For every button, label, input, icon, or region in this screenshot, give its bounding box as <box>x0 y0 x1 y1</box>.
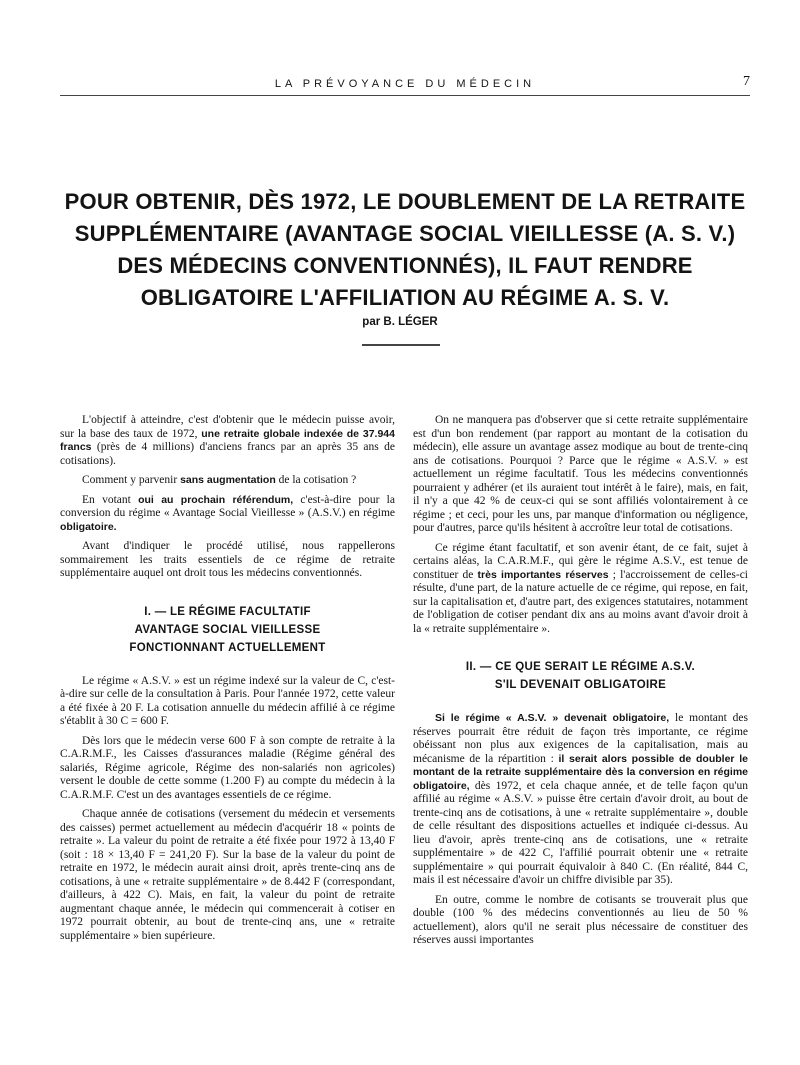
section-2-paragraph-2: En outre, comme le nombre de cotisants se trouverait plus que double (100 % des médecins conventionnés au lieu de 50 % actuellement), alors qu'il ne serait plus nécessaire de constituer des réserves aussi importantes <box>413 893 748 946</box>
section-1-paragraph-3: Chaque année de cotisations (versement du médecin et versements des caisses) permet actuellement au médecin d'acquérir 18 « points de retraite ». La valeur du point de retraite a été fixée pour 1972 à 13,40 F (soit : 18 × 13,40 F = 241,20 F). Sur la base de la valeur du point de retraite en 1972, le médecin aurait ainsi droit, après trente-cinq ans de cotisations, à une « retraite supplémentaire » de 8.442 F (correspondant, d'ailleurs, à 422 C). Mais, en fait, la valeur du point de retraite augmentant chaque année, le médecin qui commencerait à cotiser en 1972 pourrait obtenir, au bout de trente-cinq ans, une « retraite supplémentaire » bien supérieure. <box>60 808 395 942</box>
section-1-paragraph-2: Dès lors que le médecin verse 600 F à son compte de retraite à la C.A.R.M.F., les Caisses d'assurances maladie (Régime général des salariés, Régime agricole, Régime des non-salariés non agricoles) versent le double de cette somme (1.200 F) au compte du médecin à la C.A.R.M.F. C'est un des avantages essentiels de ce régime. <box>60 734 395 801</box>
page-number: 7 <box>743 74 750 89</box>
running-head-title: LA PRÉVOYANCE DU MÉDECIN <box>274 78 536 90</box>
section-1-heading <box>60 603 395 657</box>
section-1-heading-line: FONCTIONNANT ACTUELLEMENT <box>129 641 326 654</box>
section-1-heading-line: AVANTAGE SOCIAL VIEILLESSE <box>134 623 321 636</box>
section-2-heading-line: II. — CE QUE SERAIT LE RÉGIME A.S.V. <box>465 661 696 673</box>
title-line-1: POUR OBTENIR, DÈS 1972, LE DOUBLEMENT DE LA RETRAITE <box>64 189 746 214</box>
article-title <box>40 186 770 314</box>
intro-paragraph-1: L'objectif à atteindre, c'est d'obtenir que le médecin puisse avoir, sur la base des taux de 1972, une retraite globale indexée de 37.944 francs (près de 4 millions) d'anciens francs par an après 35 ans de cotisations). <box>60 414 395 467</box>
section-1-heading-line: I. — LE RÉGIME FACULTATIF <box>144 605 311 618</box>
section-1-paragraph-1: Le régime « A.S.V. » est un régime indexé sur la valeur de C, c'est-à-dire sur celle de la consultation à Paris. Pour l'année 1972, cette valeur a été fixée à 20 F. La cotisation annuelle du médecin affilié à ce régime s'établit à 30 C = 600 F. <box>60 674 395 727</box>
byline: par B. LÉGER <box>362 316 438 328</box>
title-line-2: SUPPLÉMENTAIRE (AVANTAGE SOCIAL VIEILLESSE (A. S. V.) <box>74 221 736 246</box>
intro-paragraph-3: En votant oui au prochain référendum, c'est-à-dire pour la conversion du régime « Avantage Social Vieillesse » (A.S.V.) en régime obligatoire. <box>60 493 395 533</box>
left-column <box>60 414 395 949</box>
title-line-4: OBLIGATOIRE L'AFFILIATION AU RÉGIME A. S. V. <box>140 285 670 310</box>
section-2-paragraph-1: Si le régime « A.S.V. » devenait obligatoire, le montant des réserves pourrait être réduit de façon très importante, ce régime obéissant non plus aux exigences de la capitalisation, mais au mécanisme de la répartition : il serait alors possible de doubler le montant de la retraite supplémentaire dès la conversion en régime obligatoire, dès 1972, et cela chaque année, et de telle façon qu'un affilié au régime « A.S.V. » puisse être certain d'avoir droit, au bout de trente-cinq ans de cotisations, à une « retraite supplémentaire », double de celle résultant des dispositions actuelles et indiquée ci-dessus. Au lieu d'avoir, après trente-cinq ans de cotisations, une « retraite supplémentaire » de 422 C, l'affilié pourrait obtenir une « retraite supplémentaire » qui pourrait équivaloir à 840 C. (En réalité, 844 C, mais il est nécessaire d'avoir un chiffre divisible par 35). <box>413 712 748 886</box>
intro-paragraph-4: Avant d'indiquer le procédé utilisé, nous rappellerons sommairement les traits essentiels de ce régime de retraite supplémentaire auquel ont droit tous les médecins conventionnés. <box>60 540 395 579</box>
running-head <box>60 74 750 96</box>
section-2-heading <box>413 658 748 694</box>
byline-rule <box>362 344 440 346</box>
section-2-heading-line: S'IL DEVENAIT OBLIGATOIRE <box>494 679 667 691</box>
right-paragraph-2: Ce régime étant facultatif, et son avenir étant, de ce fait, sujet à certains aléas, la C.A.R.M.F., qui gère le régime A.S.V., est tenue de constituer de très importantes réserves ; l'accroissement de celles-ci résulte, d'une part, de la nature actuelle de ce régime, qui repose, en fait, sur la capitalisation et, d'autre part, des exigences statutaires, notamment de l'obligation de cotiser pendant dix ans au moins avant d'avoir droit à la « retraite supplémentaire ». <box>413 541 748 635</box>
right-paragraph-1: On ne manquera pas d'observer que si cette retraite supplémentaire est d'un bon rendement (par rapport au montant de la cotisation du médecin), elle assure un avantage assez modique au bout de trente-cinq ans de cotisations. Pourquoi ? Parce que le régime « A.S.V. » est actuellement un régime facultatif. Tous les médecins conventionnés pourraient y adhérer (et ils auraient tout intérêt à le faire), mais, en fait, il n'y a que 42 % de ceux-ci qui se sont affiliés volontairement à ce régime ; et ceci, pour les uns, par manque d'information ou négligence, pour d'autres, parce qu'ils hésitent à accroître leur total de cotisations. <box>413 414 748 534</box>
right-column <box>413 414 748 954</box>
intro-paragraph-2: Comment y parvenir sans augmentation de la cotisation ? <box>82 474 357 486</box>
title-line-3: DES MÉDECINS CONVENTIONNÉS), IL FAUT RENDRE <box>117 253 693 278</box>
